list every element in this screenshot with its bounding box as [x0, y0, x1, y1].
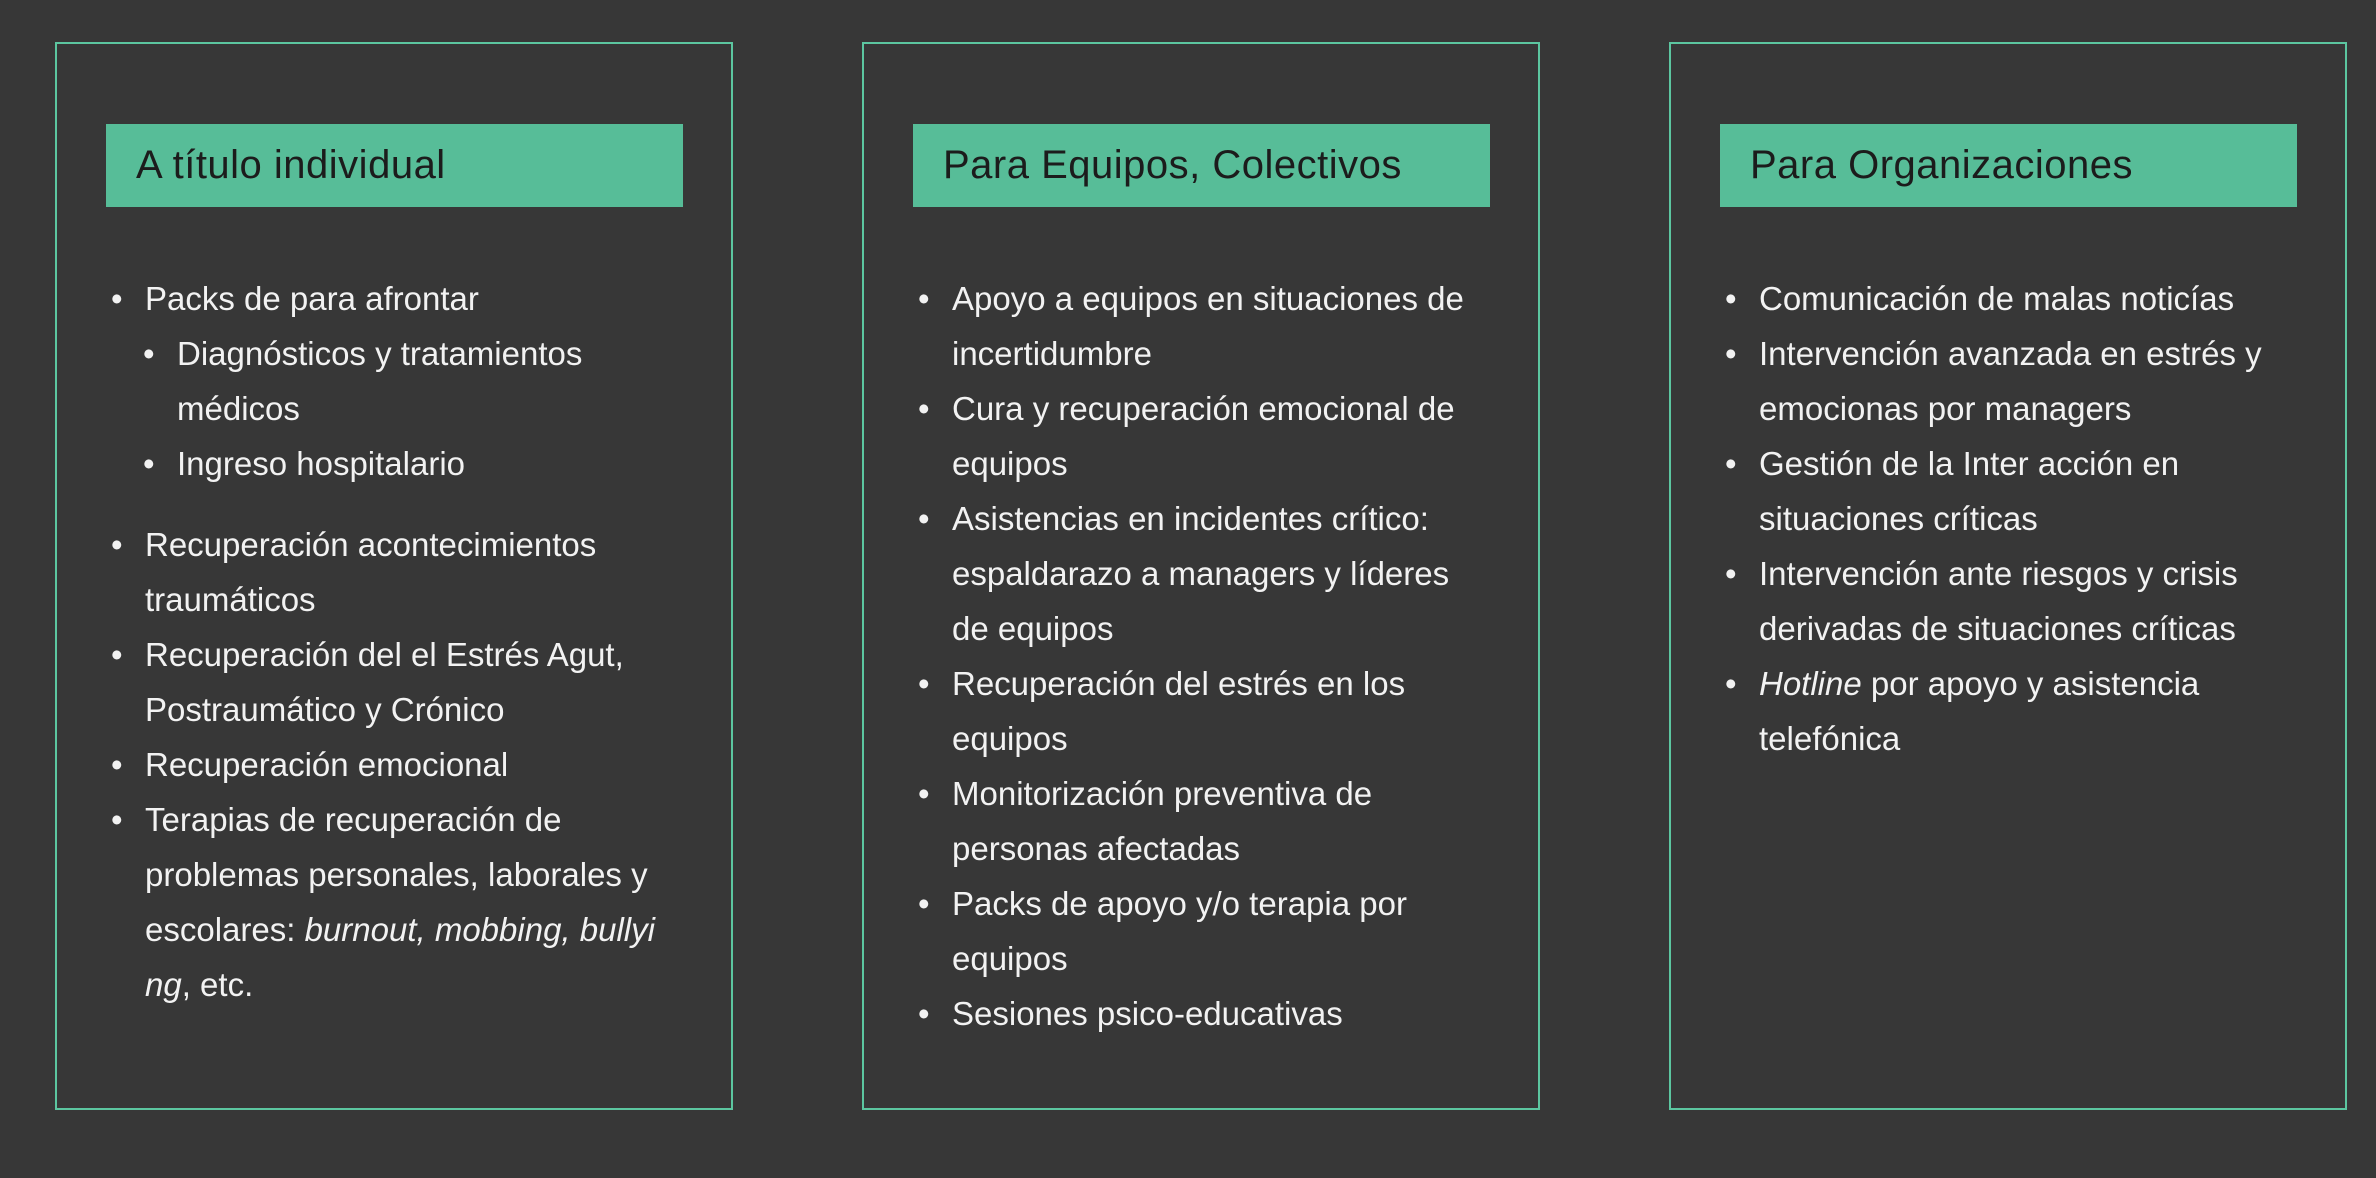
bullet-list-individual — [57, 271, 731, 1012]
list-item-text: Intervención ante riesgos y crisis derivadas de situaciones críticas — [1759, 555, 2238, 647]
panel-header-individual — [106, 124, 683, 207]
bullet-icon: • — [918, 885, 930, 922]
list-item — [864, 271, 1538, 381]
panel-organizaciones — [1669, 42, 2347, 1110]
list-item-text: Recuperación del el Estrés Agut, Postraumático y Crónico — [145, 636, 624, 728]
list-item-text: Hotline por apoyo y asistencia telefónica — [1759, 665, 2200, 757]
list-item — [57, 627, 731, 737]
panel-individual — [55, 42, 733, 1110]
list-item-text: Terapias de recuperación de problemas personales, laborales y escolares: burnout, mobbing, bullyi ng, etc. — [145, 801, 655, 1003]
bullet-icon: • — [918, 995, 930, 1032]
bullet-icon: • — [918, 775, 930, 812]
list-item — [1671, 326, 2345, 436]
list-item — [1671, 546, 2345, 656]
bullet-list-organizaciones — [1671, 271, 2345, 766]
bullet-icon: • — [143, 335, 155, 372]
list-item-text: Diagnósticos y tratamientos médicos — [177, 335, 583, 427]
bullet-list-equipos — [864, 271, 1538, 1041]
list-item — [57, 792, 731, 1012]
list-item-text: Recuperación del estrés en los equipos — [952, 665, 1406, 757]
list-item-text: Apoyo a equipos en situaciones de incertidumbre — [952, 280, 1464, 372]
list-item-text: Monitorización preventiva de personas afectadas — [952, 775, 1373, 867]
list-item-text: Packs de apoyo y/o terapia por equipos — [952, 885, 1407, 977]
bullet-icon: • — [111, 801, 123, 838]
bullet-icon: • — [918, 280, 930, 317]
list-item — [1671, 656, 2345, 766]
list-item-text: Intervención avanzada en estrés y emocionas por managers — [1759, 335, 2262, 427]
list-item-text: Asistencias en incidentes crítico: espaldarazo a managers y líderes de equipos — [952, 500, 1450, 647]
list-item — [57, 517, 731, 627]
list-item-text: Cura y recuperación emocional de equipos — [952, 390, 1455, 482]
list-item-text: Sesiones psico-educativas — [952, 995, 1343, 1032]
bullet-icon: • — [1725, 280, 1737, 317]
list-item — [864, 876, 1538, 986]
bullet-icon: • — [143, 445, 155, 482]
list-item-text: Comunicación de malas noticías — [1759, 280, 2235, 317]
list-item — [864, 491, 1538, 656]
bullet-icon: • — [918, 500, 930, 537]
bullet-icon: • — [111, 526, 123, 563]
list-item-text: Recuperación acontecimientos traumáticos — [145, 526, 597, 618]
bullet-icon: • — [918, 665, 930, 702]
panel-title: Para Organizaciones — [1750, 143, 2134, 187]
list-item — [111, 326, 731, 436]
panel-title: A título individual — [136, 143, 446, 187]
list-item-text: Recuperación emocional — [145, 746, 509, 783]
panel-header-equipos — [913, 124, 1490, 207]
list-item — [864, 381, 1538, 491]
panel-title: Para Equipos, Colectivos — [943, 143, 1402, 187]
panel-equipos — [862, 42, 1540, 1110]
list-item — [57, 737, 731, 792]
list-item — [111, 436, 731, 491]
bullet-icon: • — [111, 280, 123, 317]
panel-header-organizaciones — [1720, 124, 2297, 207]
list-item-text: Ingreso hospitalario — [177, 445, 466, 482]
bullet-icon: • — [918, 390, 930, 427]
bullet-icon: • — [1725, 445, 1737, 482]
list-item — [864, 986, 1538, 1041]
list-item — [1671, 271, 2345, 326]
sub-list — [111, 326, 731, 491]
bullet-icon: • — [111, 746, 123, 783]
list-item-text: Gestión de la Inter acción en situaciones críticas — [1759, 445, 2180, 537]
list-item-text: Packs de para afrontar — [145, 280, 479, 317]
list-item — [864, 656, 1538, 766]
bullet-icon: • — [1725, 555, 1737, 592]
list-item — [57, 271, 731, 491]
list-item — [1671, 436, 2345, 546]
list-item — [864, 766, 1538, 876]
bullet-icon: • — [1725, 665, 1737, 702]
bullet-icon: • — [1725, 335, 1737, 372]
bullet-icon: • — [111, 636, 123, 673]
